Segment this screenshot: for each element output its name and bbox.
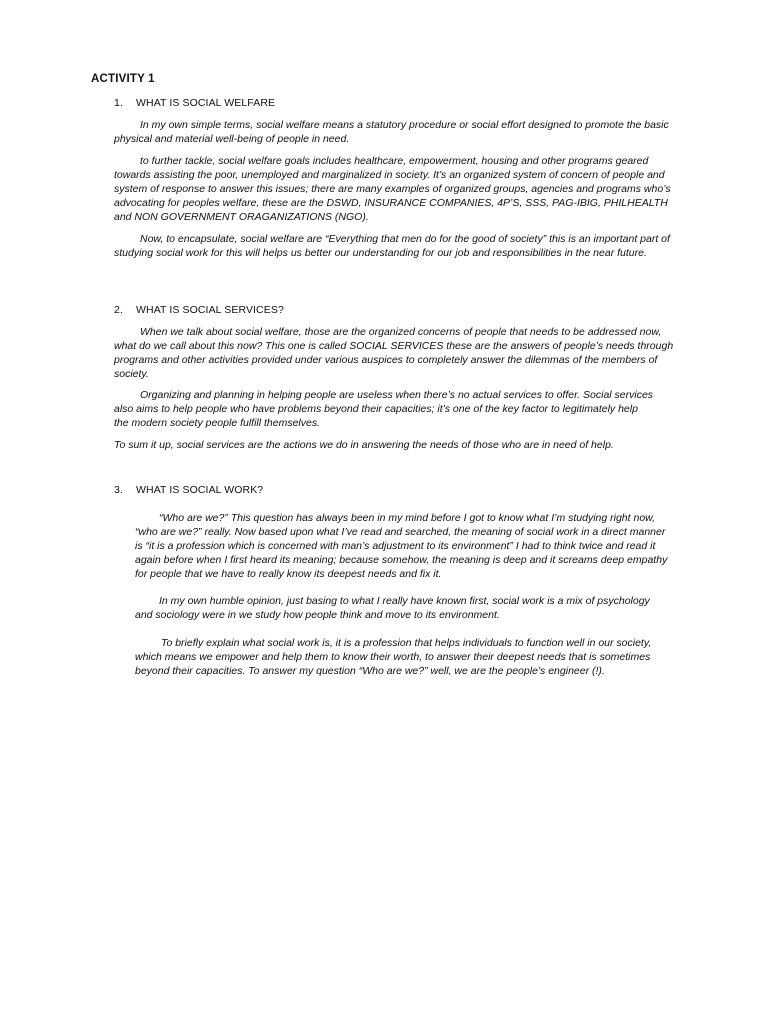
section-3-paragraph-2: In my own humble opinion, just basing to what I really have known first, social work is a mix of psychology and sociology were in we study how people think and move to its environment. bbox=[135, 595, 650, 621]
section-3-heading bbox=[114, 484, 263, 496]
section-2-heading bbox=[114, 304, 284, 316]
section-3-paragraph-3: To briefly explain what social work is, it is a profession that helps individuals to function well in our society, which means we empower and help them to know their worth, to answer their deepest needs that is sometimes beyond their capacities. To answer my question “Who are we?” well, we are the people’s engineer (!). bbox=[135, 637, 652, 677]
section-1-number: 1. bbox=[114, 97, 123, 109]
section-2-heading-text: WHAT IS SOCIAL SERVICES? bbox=[136, 304, 284, 316]
section-1-paragraph-3: Now, to encapsulate, social welfare are “Everything that men do for the good of society” this is an important part of studying social work for this will helps us better our understanding for our job and responsibilities in the near future. bbox=[114, 233, 670, 259]
section-2-paragraph-3: To sum it up, social services are the actions we do in answering the needs of those who are in need of help. bbox=[114, 439, 614, 451]
section-1-paragraph-2: to further tackle, social welfare goals includes healthcare, empowerment, housing and other programs geared towards assisting the poor, unemployed and marginalized in society. It’s an organized system of concern of people and system of response to answer this issues; there are many examples of organized groups, agencies and programs who’s advocating for peoples welfare, these are the DSWD, INSURANCE COMPANIES, 4P’S, SSS, PAG-IBIG, PHILHEALTH and NON GOVERNMENT ORAGANIZATIONS (NGO). bbox=[114, 155, 671, 223]
activity-title: ACTIVITY 1 bbox=[91, 73, 155, 85]
section-3-number: 3. bbox=[114, 484, 123, 496]
section-3-heading-text: WHAT IS SOCIAL WORK? bbox=[136, 484, 264, 496]
section-2-number: 2. bbox=[114, 304, 123, 316]
section-1-heading bbox=[114, 97, 275, 109]
section-2-paragraph-1: When we talk about social welfare, those are the organized concerns of people that needs to be addressed now, what do we call about this now? This one is called SOCIAL SERVICES these are the answers of people’s needs through programs and other activities provided under various auspices to completely answer the dilemmas of the members of society. bbox=[114, 326, 674, 380]
section-2-paragraph-2: Organizing and planning in helping people are useless when there’s no actual services to offer. Social services also aims to help people who have problems beyond their capacities; it’s one of the key factor to legitimately help the modern society people fulfill themselves. bbox=[114, 389, 654, 429]
section-3-paragraph-1: “Who are we?” This question has always been in my mind before I got to know what I’m studying right now, “who are we?” really. Now based upon what I’ve read and searched, the meaning of social work in a direct manner is “it is a profession which is concerned with man’s adjustment to its environment” I had to think twice and read it again before when I first heard its meaning; because somehow, the meaning is deep and it screams deep empathy for people that we have to really know its deepest needs and fix it. bbox=[135, 512, 668, 580]
section-1-heading-text: WHAT IS SOCIAL WELFARE bbox=[136, 97, 276, 109]
section-1-paragraph-1: In my own simple terms, social welfare means a statutory procedure or social effort designed to promote the basic physical and material well-being of people in need. bbox=[114, 119, 669, 145]
